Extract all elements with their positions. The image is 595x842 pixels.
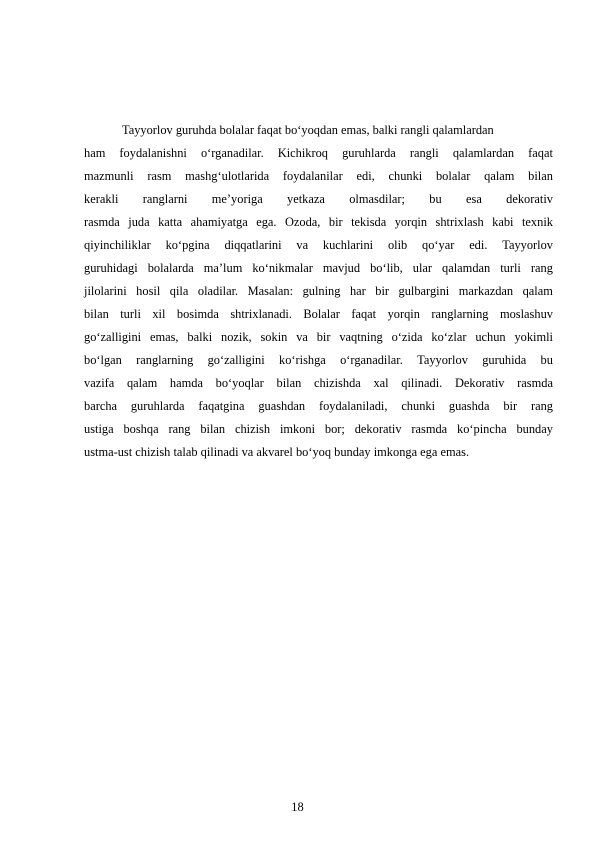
paragraph-line	[84, 395, 553, 418]
word: rasmda	[84, 215, 120, 229]
paragraph-line	[84, 257, 553, 280]
word: bilan	[276, 376, 302, 390]
word: hamda	[169, 376, 203, 390]
word: jilolarini	[84, 284, 127, 298]
word: bir	[316, 330, 331, 344]
word: dekorativ	[354, 422, 402, 436]
word: qilinadi.	[401, 376, 443, 390]
body-paragraph	[84, 119, 553, 464]
word: guruhidagi	[84, 261, 138, 275]
word: yorqin	[394, 215, 428, 229]
paragraph-line	[84, 165, 553, 188]
word: Tayyorlov	[502, 238, 553, 252]
paragraph-line	[84, 326, 553, 349]
word: oladilar.	[197, 284, 239, 298]
word: bolalarda	[147, 261, 194, 275]
word: guashda	[448, 399, 490, 413]
word: Masalan:	[247, 284, 294, 298]
word: bu	[540, 353, 553, 367]
word: bilan	[200, 422, 226, 436]
word: Dekorativ	[454, 376, 505, 390]
word: kabi	[492, 215, 514, 229]
word: rasmda	[411, 422, 448, 436]
paragraph-line	[84, 142, 553, 165]
word: ko‘rishga	[279, 353, 326, 367]
word: rangli	[409, 146, 439, 160]
word: va	[296, 330, 308, 344]
word: rang	[530, 261, 553, 275]
word: ular	[412, 261, 433, 275]
word: faqatgina	[198, 399, 245, 413]
word: rang	[530, 399, 553, 413]
word: vazifa	[84, 376, 115, 390]
word: ranglarni	[142, 192, 188, 206]
word: har	[349, 284, 366, 298]
word: bolalar	[435, 169, 471, 183]
word: xil	[152, 307, 166, 321]
word: go‘zalligini	[207, 353, 265, 367]
word: turli	[500, 261, 521, 275]
word: chizish	[234, 422, 271, 436]
word: yetkaza	[287, 192, 325, 206]
paragraph-line	[84, 418, 553, 441]
word: ahamiyatga	[190, 215, 248, 229]
word: qalamdan	[442, 261, 491, 275]
word: go‘zalligini	[84, 330, 142, 344]
word: kuchlarini	[322, 238, 374, 252]
word: guruhlarda	[130, 399, 185, 413]
word: ko‘pgina	[165, 238, 210, 252]
word: me’yoriga	[211, 192, 263, 206]
word: guruhida	[482, 353, 527, 367]
word: ma’lum	[203, 261, 243, 275]
word: faqat	[351, 307, 377, 321]
word: tekisda	[351, 215, 387, 229]
word: qiyinchiliklar	[84, 238, 151, 252]
word: ranglarning	[431, 307, 489, 321]
word: katta	[158, 215, 183, 229]
word: uchun	[475, 330, 506, 344]
word: edi.	[469, 238, 488, 252]
word: bir	[375, 284, 390, 298]
word: bilan	[84, 307, 109, 321]
word: chizishda	[313, 376, 361, 390]
word: qo‘yar	[422, 238, 455, 252]
word: Tayyorlov	[417, 353, 468, 367]
word: bosimda	[176, 307, 219, 321]
word: bo‘yoqlar	[215, 376, 264, 390]
word: guashdan	[258, 399, 306, 413]
word: shtrixlanadi.	[230, 307, 292, 321]
word: barcha	[84, 399, 118, 413]
word: o‘rganadilar.	[200, 146, 264, 160]
paragraph-line	[84, 234, 553, 257]
word: gulbargini	[398, 284, 450, 298]
word: bunday	[516, 422, 553, 436]
word: bo‘lib,	[370, 261, 403, 275]
word: Ozoda,	[284, 215, 321, 229]
word: mashg‘ulotlarida	[185, 169, 270, 183]
word: ko‘nikmalar	[252, 261, 313, 275]
word: ko‘pincha	[457, 422, 507, 436]
word: ustiga	[84, 422, 114, 436]
paragraph-line: Tayyorlov guruhda bolalar faqat bo‘yoqdan emas, balki rangli qalamlardan	[122, 123, 494, 137]
word: qalam	[522, 284, 553, 298]
word: o‘rganadilar.	[340, 353, 403, 367]
word: turli	[120, 307, 141, 321]
word: foydalanilar	[282, 169, 343, 183]
word: gulning	[302, 284, 341, 298]
word: chunki	[388, 169, 423, 183]
word: boshqa	[123, 422, 159, 436]
word: ega.	[256, 215, 277, 229]
paragraph-line	[84, 372, 553, 395]
word: xal	[373, 376, 389, 390]
word: Bolalar	[303, 307, 340, 321]
word: kerakli	[84, 192, 119, 206]
word: foydalanishni	[119, 146, 187, 160]
word: bor;	[324, 422, 345, 436]
word: edi,	[356, 169, 375, 183]
word: bir	[503, 399, 518, 413]
word: balki	[187, 330, 213, 344]
word: moslashuv	[499, 307, 553, 321]
word: olib	[387, 238, 408, 252]
word: shtrixlash	[435, 215, 484, 229]
word: ranglarning	[136, 353, 194, 367]
paragraph-line	[84, 349, 553, 372]
word: hosil	[136, 284, 161, 298]
word: bir	[328, 215, 343, 229]
word: yorqin	[387, 307, 420, 321]
word: guruhlarda	[342, 146, 396, 160]
word: chunki	[401, 399, 436, 413]
paragraph-line	[84, 280, 553, 303]
page-number: 18	[291, 800, 304, 814]
paragraph-line	[84, 211, 553, 234]
word: sokin	[260, 330, 288, 344]
word: rang	[168, 422, 191, 436]
word: dekorativ	[506, 192, 553, 206]
word: mazmunli	[84, 169, 134, 183]
word: faqat	[528, 146, 553, 160]
word: mavjud	[322, 261, 361, 275]
word: rasm	[147, 169, 172, 183]
word: va	[296, 238, 309, 252]
word: yokimli	[514, 330, 553, 344]
paragraph-line	[84, 188, 553, 211]
paragraph-line	[84, 303, 553, 326]
word: markazdan	[458, 284, 514, 298]
word: imkoni	[279, 422, 316, 436]
word: o‘zida	[391, 330, 423, 344]
paragraph-line: ustma-ust chizish talab qilinadi va akvarel bo‘yoq bunday imkonga ega emas.	[84, 445, 470, 459]
word: qalamlardan	[452, 146, 515, 160]
word: emas,	[149, 330, 179, 344]
word: bo‘lgan	[84, 353, 122, 367]
word: bilan	[528, 169, 553, 183]
word: qalam	[484, 169, 515, 183]
word: rasmda	[517, 376, 553, 390]
word: diqqatlarini	[224, 238, 282, 252]
word: qalam	[126, 376, 158, 390]
word: juda	[128, 215, 150, 229]
word: Kichikroq	[277, 146, 329, 160]
word: bu	[429, 192, 442, 206]
word: qila	[169, 284, 189, 298]
word: ham	[84, 146, 106, 160]
word: texnik	[521, 215, 553, 229]
word: olmasdilar;	[349, 192, 405, 206]
word: nozik,	[221, 330, 252, 344]
word: foydalaniladi,	[318, 399, 388, 413]
word: ko‘zlar	[431, 330, 467, 344]
word: esa	[466, 192, 482, 206]
word: vaqtning	[339, 330, 383, 344]
